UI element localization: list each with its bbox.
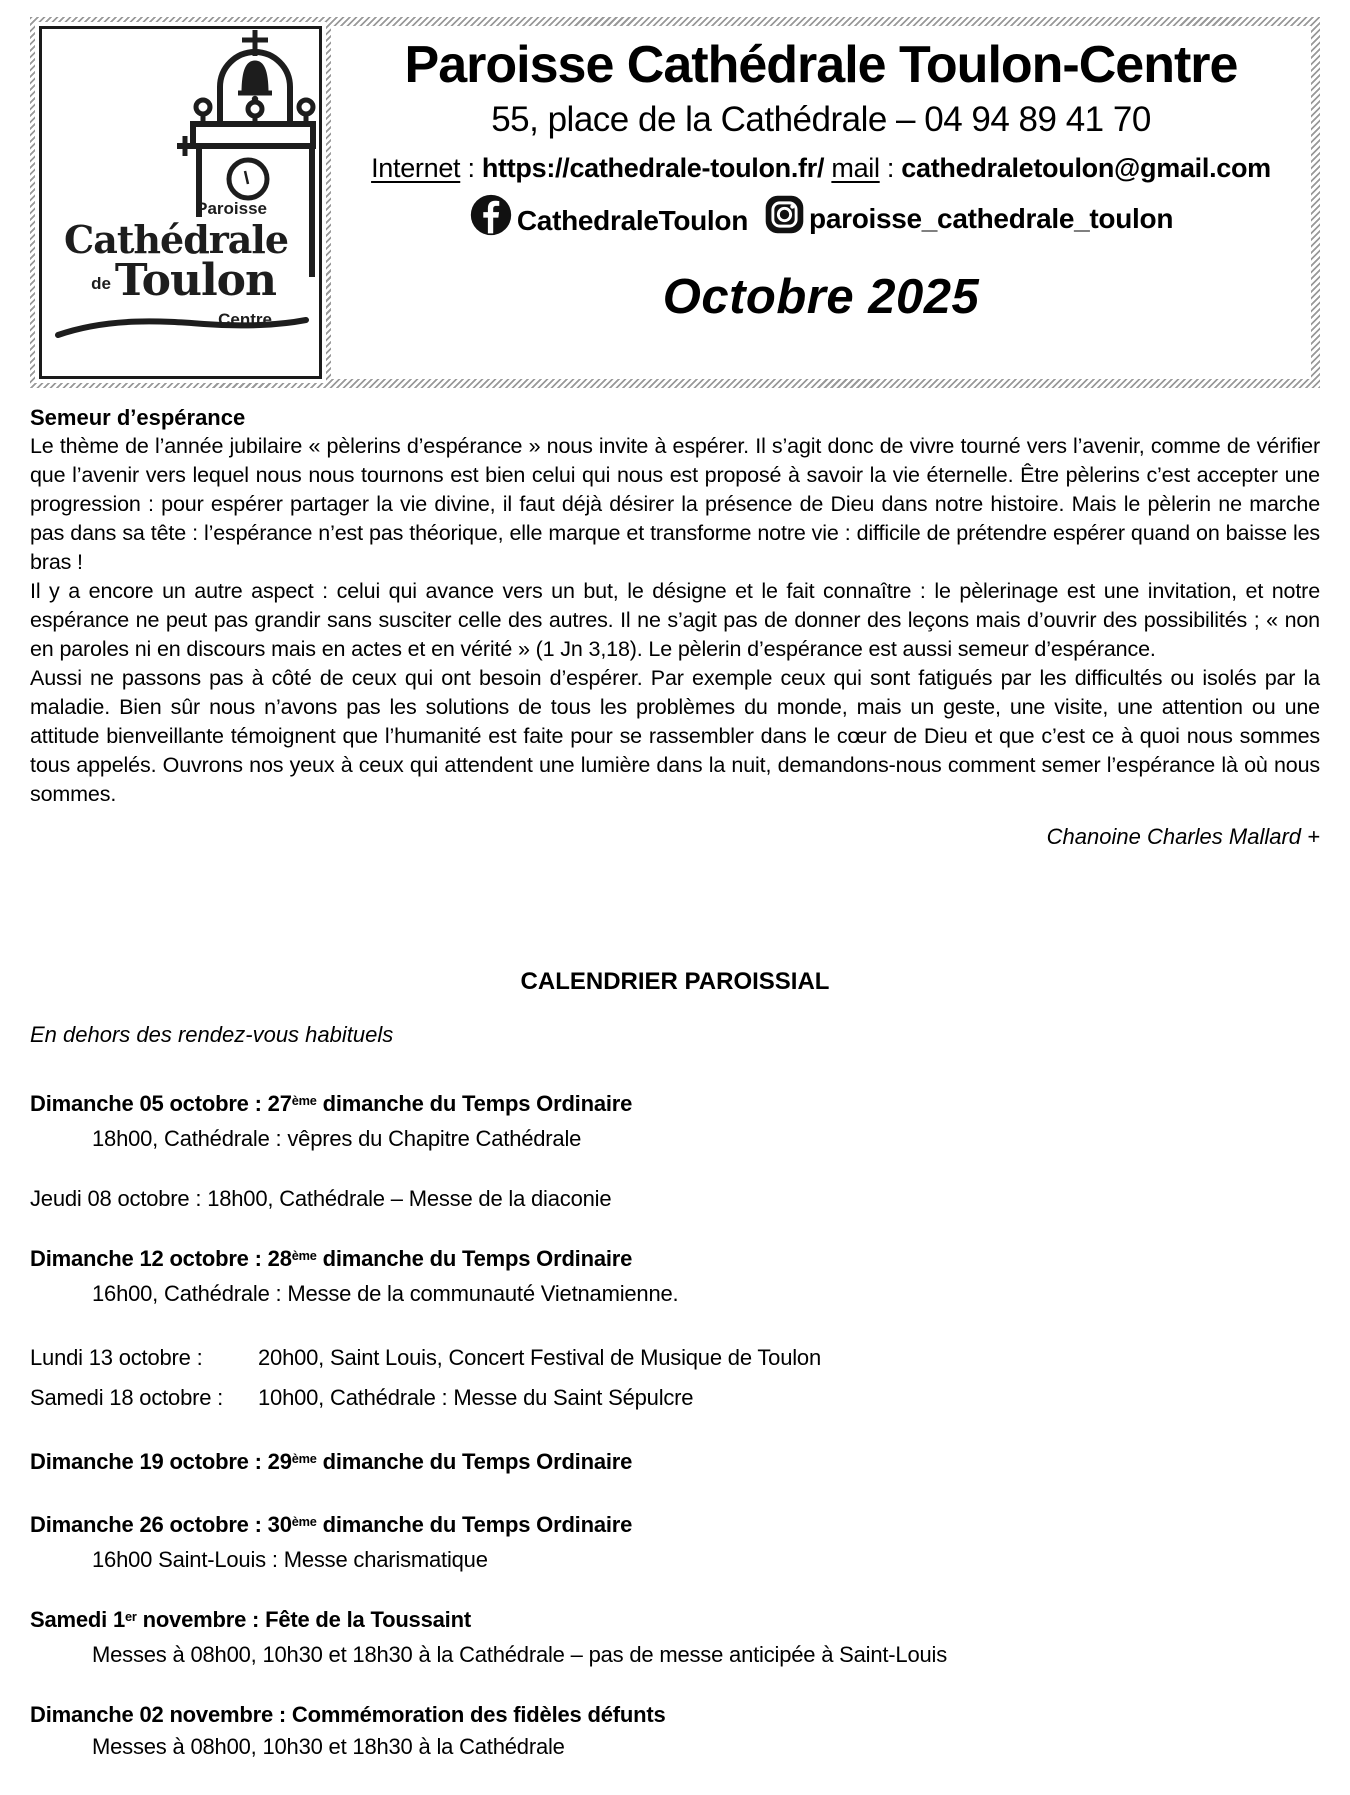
text-segment: dimanche du Temps Ordinaire	[316, 1091, 633, 1116]
email-address: cathedraletoulon@gmail.com	[901, 152, 1271, 183]
text-segment: Dimanche 02 novembre : Commémoration des fidèles défunts	[30, 1702, 666, 1727]
text-segment: 10h00, Cathédrale : Messe du Saint Sépulcre	[258, 1385, 694, 1410]
text-segment: 16h00 Saint-Louis : Messe charismatique	[92, 1547, 488, 1572]
month-title: Octobre 2025	[662, 269, 980, 324]
calendar-line	[30, 1378, 1320, 1418]
calendar-line	[30, 1731, 1320, 1763]
calendar-title: CALENDRIER PAROISSIAL	[520, 968, 830, 995]
text-segment: dimanche du Temps Ordinaire	[316, 1449, 633, 1474]
text-segment: dimanche du Temps Ordinaire	[316, 1246, 633, 1271]
text-segment: Dimanche 05 octobre : 27	[30, 1091, 292, 1116]
article-body	[30, 432, 1320, 809]
calendar-subtitle: En dehors des rendez-vous habituels	[30, 1022, 394, 1047]
calendar-line	[30, 1088, 1320, 1123]
website-url: https://cathedrale-toulon.fr/	[481, 152, 825, 183]
text-segment: Dimanche 12 octobre : 28	[30, 1246, 292, 1271]
masthead	[331, 26, 1311, 379]
text-segment: :	[879, 152, 902, 183]
text-segment: ème	[291, 1451, 317, 1467]
article-paragraph: Il y a encore un autre aspect : celui qui avance vers un but, le désigne et le fait connaître : le pèlerinage est une invitation, et notre espérance ne peut pas grandir sans susciter celle des autres. Il ne s’agit pas de donner des leçons mais d’ouvrir des possibilités ; « non en paroles ni en discours mais en actes et en vérité » (1 Jn 3,18). Le pèlerin d’espérance est aussi semeur d’espérance.	[30, 579, 1320, 661]
calendar-line	[30, 1604, 1320, 1639]
calendar-line	[30, 1544, 1320, 1576]
text-segment: novembre : Fête de la Toussaint	[136, 1607, 471, 1632]
text-segment: Samedi 1	[30, 1607, 126, 1632]
calendar-entry	[30, 1243, 1320, 1310]
text-segment: ème	[291, 1514, 317, 1530]
text-segment: Dimanche 26 octobre : 30	[30, 1512, 292, 1537]
logo-word-de: de	[91, 274, 111, 293]
header	[30, 17, 1320, 388]
calendar-entry	[30, 1699, 1320, 1763]
calendar-line	[30, 1639, 1320, 1671]
calendar-line-label: Lundi 13 octobre :	[30, 1345, 203, 1370]
page-title: Paroisse Cathédrale Toulon-Centre	[404, 36, 1238, 94]
calendar-entry	[30, 1088, 1320, 1155]
logo-word-cathedrale: Cathédrale	[63, 217, 289, 262]
facebook-handle: CathedraleToulon	[516, 204, 749, 236]
calendar-line	[30, 1123, 1320, 1155]
text-segment: dimanche du Temps Ordinaire	[316, 1512, 633, 1537]
text-segment: er	[125, 1609, 137, 1625]
calendar-entry	[30, 1604, 1320, 1671]
text-segment: 20h00, Saint Louis, Concert Festival de Musique de Toulon	[258, 1345, 821, 1370]
text-segment: ème	[291, 1248, 317, 1264]
text-segment: Messes à 08h00, 10h30 et 18h30 à la Cathédrale	[92, 1734, 565, 1759]
article-paragraph: Aussi ne passons pas à côté de ceux qui ont besoin d’espérer. Par exemple ceux qui sont fatigués par les difficultés ou isolés par la maladie. Bien sûr nous n’avons pas les solutions de tous les problèmes du monde, mais un geste, une visite, une attention ou une attitude bienveillante témoignent que l’humanité est faite pour se rassembler dans le cœur de Dieu et que c’est ce à quoi nous sommes tous appelés. Ouvrons nos yeux à ceux qui attendent une lumière dans la nuit, demandons-nous comment semer l’espérance là où nous sommes.	[30, 666, 1320, 806]
calendar-entry	[30, 1509, 1320, 1576]
article-signature: Chanoine Charles Mallard +	[1046, 824, 1320, 849]
logo-word-de-toulon	[50, 255, 276, 306]
text-segment: :	[460, 152, 482, 183]
article-title: Semeur d’espérance	[30, 405, 246, 430]
logo-word-toulon: Toulon	[114, 255, 276, 306]
calendar-entry	[30, 1338, 1320, 1418]
text-segment: ème	[291, 1093, 317, 1109]
text-segment: 16h00, Cathédrale : Messe de la communauté Vietnamienne.	[92, 1281, 679, 1306]
contact-line	[331, 153, 1311, 184]
calendar-line	[30, 1699, 1320, 1731]
text-segment: Jeudi 08 octobre : 18h00, Cathédrale – Messe de la diaconie	[30, 1186, 612, 1211]
calendar-entries	[30, 1088, 1320, 1763]
logo-word-paroisse: Paroisse	[196, 199, 267, 218]
text-segment: Messes à 08h00, 10h30 et 18h30 à la Cathédrale – pas de messe anticipée à Saint-Louis	[92, 1642, 948, 1667]
text-segment: 18h00, Cathédrale : vêpres du Chapitre Cathédrale	[92, 1126, 582, 1151]
facebook-group	[469, 193, 748, 237]
article	[30, 403, 1320, 851]
internet-label: Internet	[371, 152, 461, 183]
calendar-line	[30, 1243, 1320, 1278]
calendar-line	[30, 1509, 1320, 1544]
calendar-section	[30, 967, 1320, 1763]
calendar-line	[30, 1183, 1320, 1215]
calendar-line	[30, 1278, 1320, 1310]
calendar-line	[30, 1446, 1320, 1481]
social-line	[331, 193, 1311, 237]
calendar-line	[30, 1338, 1320, 1378]
instagram-group	[764, 194, 1173, 235]
calendar-line-label: Samedi 18 octobre :	[30, 1385, 224, 1410]
instagram-handle: paroisse_cathedrale_toulon	[809, 203, 1174, 235]
facebook-icon	[469, 193, 513, 237]
address-line: 55, place de la Cathédrale – 04 94 89 41 70	[491, 99, 1151, 139]
article-paragraph: Le thème de l’année jubilaire « pèlerins d’espérance » nous invite à espérer. Il s’agit donc de vivre tourné vers l’avenir, comme de vérifier que l’avenir vers lequel nous nous tournons est bien celui qui nous est proposé à savoir la vie éternelle. Être pèlerins c’est accepter une progression : pour espérer partager la vie divine, il faut déjà désirer la présence de Dieu dans notre histoire. Mais le pèlerin ne marche pas dans sa tête : l’espérance n’est pas théorique, elle marque et transforme notre vie : difficile de prétendre espérer quand on baisse les bras !	[30, 434, 1320, 574]
calendar-entry	[30, 1183, 1320, 1215]
text-segment: Dimanche 19 octobre : 29	[30, 1449, 292, 1474]
mail-label: mail	[831, 152, 880, 183]
calendar-entry	[30, 1446, 1320, 1481]
instagram-icon	[764, 194, 805, 235]
logo-word-centre: Centre	[218, 310, 272, 329]
parish-logo	[39, 26, 322, 379]
